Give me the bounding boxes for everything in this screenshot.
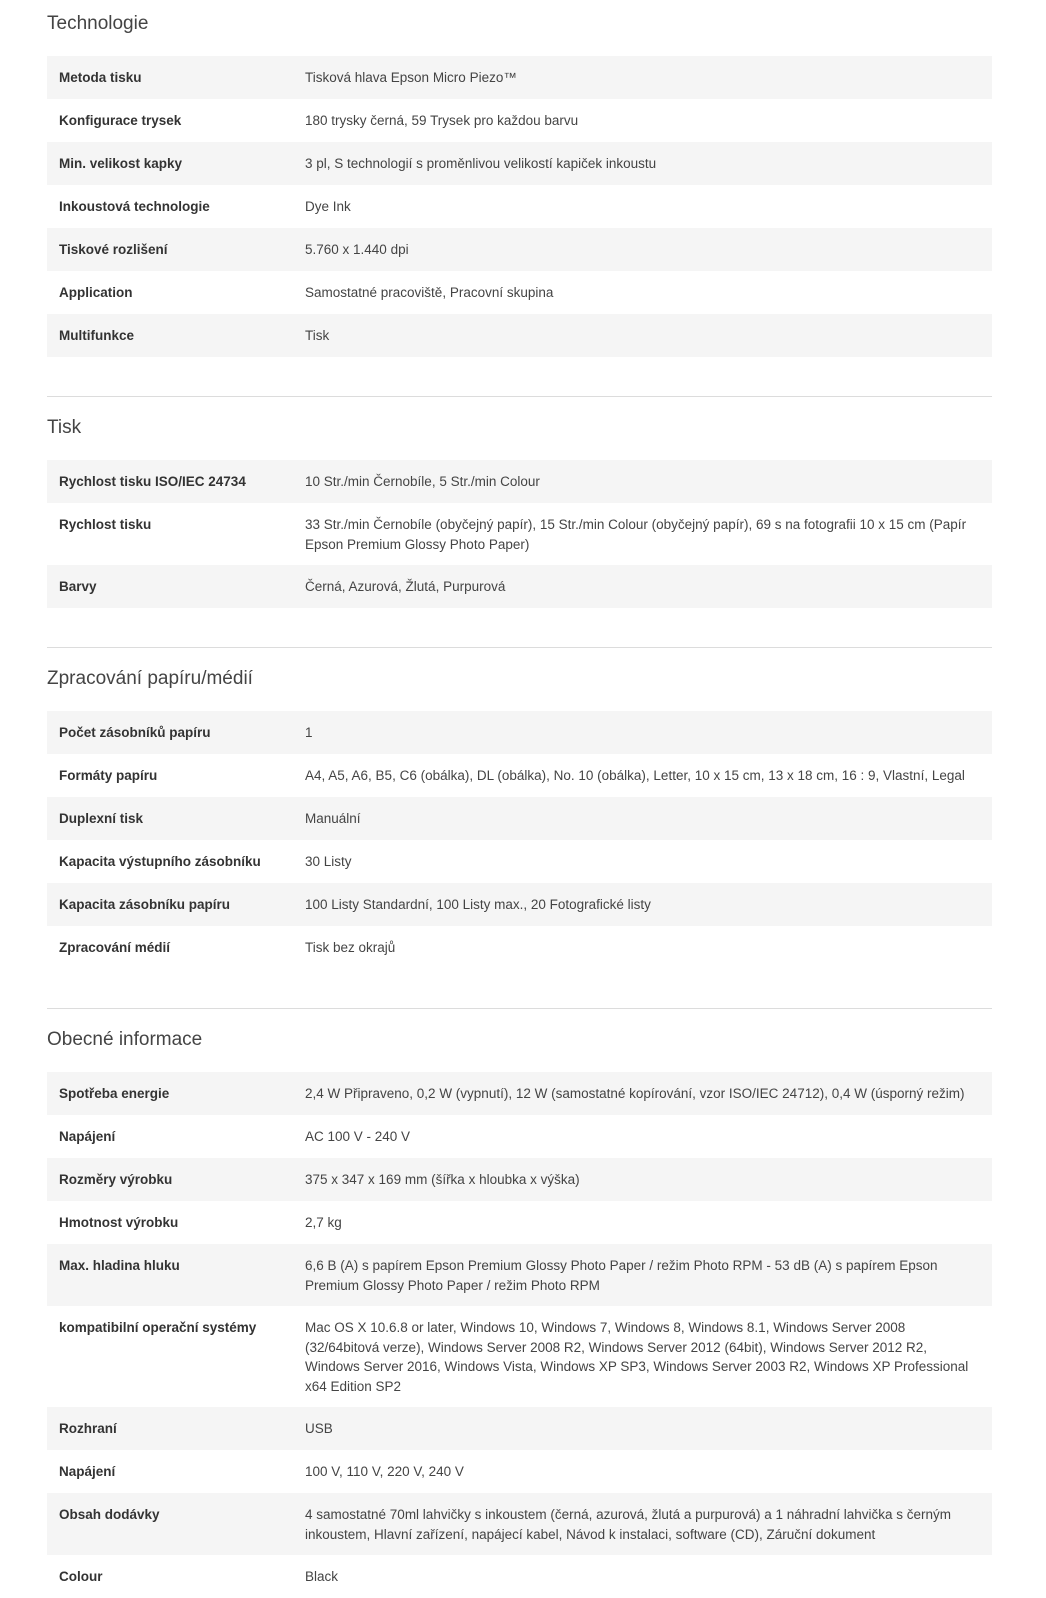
spec-value: Manuální <box>305 811 361 826</box>
spec-label: Napájení <box>59 1129 116 1144</box>
spec-row <box>47 185 992 228</box>
spec-row <box>47 1450 992 1493</box>
spec-row <box>47 1244 992 1306</box>
spec-label: Rychlost tisku <box>59 517 152 532</box>
spec-row <box>47 797 992 840</box>
spec-label: Inkoustová technologie <box>59 199 210 214</box>
spec-row <box>47 271 992 314</box>
spec-value: AC 100 V - 240 V <box>305 1129 411 1144</box>
spec-label: Multifunkce <box>59 328 135 343</box>
spec-label: Spotřeba energie <box>59 1086 170 1101</box>
spec-value: Tisková hlava Epson Micro Piezo™ <box>305 70 517 85</box>
spec-value: 2,4 W Připraveno, 0,2 W (vypnutí), 12 W (samostatné kopírování, vzor ISO/IEC 24712), 0,4 W (úsporný režim) <box>305 1086 965 1101</box>
spec-value: 3 pl, S technologií s proměnlivou velikostí kapiček inkoustu <box>305 156 657 171</box>
section-title: Technologie <box>47 13 149 34</box>
section-divider <box>47 1008 992 1009</box>
spec-label: Hmotnost výrobku <box>59 1215 179 1230</box>
spec-label: Tiskové rozlišení <box>59 242 168 257</box>
spec-row <box>47 99 992 142</box>
spec-row <box>47 1407 992 1450</box>
spec-row <box>47 1115 992 1158</box>
spec-value: 4 samostatné 70ml lahvičky s inkoustem (černá, azurová, žlutá a purpurová) a 1 náhradní lahvička s černým inkoustem, Hlavní zařízení, napájecí kabel, Návod k instalaci, software (CD), Záruční dokument <box>305 1507 952 1542</box>
spec-table <box>47 1072 992 1598</box>
spec-row <box>47 56 992 99</box>
spec-value: Dye Ink <box>305 199 351 214</box>
section-zpracovani-papiru <box>47 655 992 969</box>
spec-label: Application <box>59 285 133 300</box>
section-tisk <box>47 404 992 608</box>
spec-label: Min. velikost kapky <box>59 156 183 171</box>
spec-value: 33 Str./min Černobíle (obyčejný papír), 15 Str./min Colour (obyčejný papír), 69 s na fotografii 10 x 15 cm (Papír Epson Premium Glossy Photo Paper) <box>305 517 967 552</box>
spec-table <box>47 460 992 608</box>
spec-label: Max. hladina hluku <box>59 1258 180 1273</box>
spec-row <box>47 503 992 565</box>
spec-row <box>47 1072 992 1115</box>
section-divider <box>47 647 992 648</box>
spec-row <box>47 460 992 503</box>
section-title: Zpracování papíru/médií <box>47 668 253 689</box>
section-title: Tisk <box>47 417 82 438</box>
spec-row <box>47 565 992 608</box>
spec-row <box>47 228 992 271</box>
spec-row <box>47 711 992 754</box>
spec-label: Konfigurace trysek <box>59 113 182 128</box>
spec-row <box>47 1158 992 1201</box>
spec-label: Obsah dodávky <box>59 1507 160 1522</box>
spec-row <box>47 1555 992 1598</box>
spec-value: 5.760 x 1.440 dpi <box>305 242 409 257</box>
spec-row <box>47 754 992 797</box>
spec-row <box>47 926 992 969</box>
spec-label: Formáty papíru <box>59 768 158 783</box>
spec-label: Barvy <box>59 579 97 594</box>
spec-row <box>47 883 992 926</box>
spec-label: Napájení <box>59 1464 116 1479</box>
spec-value: Mac OS X 10.6.8 or later, Windows 10, Windows 7, Windows 8, Windows 8.1, Windows Server 2008 (32/64bitová verze), Windows Server 2008 R2, Windows Server 2012 (64bit), Windows Server 2012 R2, Windows Server 2016, Windows Vista, Windows XP SP3, Windows Server 2003 R2, Windows XP Professional x64 Edition SP2 <box>305 1320 969 1394</box>
spec-row <box>47 1493 992 1555</box>
spec-value: 10 Str./min Černobíle, 5 Str./min Colour <box>305 474 540 489</box>
spec-table <box>47 711 992 969</box>
spec-label: Kapacita výstupního zásobníku <box>59 854 261 869</box>
spec-value: A4, A5, A6, B5, C6 (obálka), DL (obálka), No. 10 (obálka), Letter, 10 x 15 cm, 13 x 18 cm, 16 : 9, Vlastní, Legal <box>305 768 965 783</box>
spec-value: Samostatné pracoviště, Pracovní skupina <box>305 285 554 300</box>
spec-label: Zpracování médií <box>59 940 171 955</box>
spec-label: Duplexní tisk <box>59 811 144 826</box>
spec-label: Rychlost tisku ISO/IEC 24734 <box>59 474 246 489</box>
spec-value: Tisk bez okrajů <box>305 940 396 955</box>
spec-label: Colour <box>59 1569 103 1584</box>
spec-row <box>47 142 992 185</box>
spec-value: Black <box>305 1569 339 1584</box>
section-divider <box>47 396 992 397</box>
spec-row <box>47 1306 992 1407</box>
spec-value: 100 V, 110 V, 220 V, 240 V <box>305 1464 464 1479</box>
spec-value: 180 trysky černá, 59 Trysek pro každou barvu <box>305 113 579 128</box>
spec-label: Kapacita zásobníku papíru <box>59 897 231 912</box>
spec-value: 375 x 347 x 169 mm (šířka x hloubka x výška) <box>305 1172 580 1187</box>
spec-row <box>47 1201 992 1244</box>
spec-value: 2,7 kg <box>305 1215 342 1230</box>
spec-table <box>47 56 992 357</box>
spec-label: Metoda tisku <box>59 70 142 85</box>
spec-label: Rozhraní <box>59 1421 117 1436</box>
spec-label: Počet zásobníků papíru <box>59 725 211 740</box>
spec-value: 1 <box>305 725 313 740</box>
spec-value: Černá, Azurová, Žlutá, Purpurová <box>305 579 506 594</box>
spec-value: Tisk <box>305 328 330 343</box>
section-title: Obecné informace <box>47 1029 203 1050</box>
spec-label: kompatibilní operační systémy <box>59 1320 257 1335</box>
spec-value: USB <box>305 1421 333 1436</box>
spec-value: 30 Listy <box>305 854 352 869</box>
section-technologie <box>47 0 992 357</box>
spec-row <box>47 840 992 883</box>
section-obecne-informace <box>47 1016 992 1598</box>
spec-label: Rozměry výrobku <box>59 1172 173 1187</box>
spec-row <box>47 314 992 357</box>
spec-value: 6,6 B (A) s papírem Epson Premium Glossy Photo Paper / režim Photo RPM - 53 dB (A) s papírem Epson Premium Glossy Photo Paper / režim Photo RPM <box>305 1258 938 1293</box>
spec-value: 100 Listy Standardní, 100 Listy max., 20 Fotografické listy <box>305 897 651 912</box>
